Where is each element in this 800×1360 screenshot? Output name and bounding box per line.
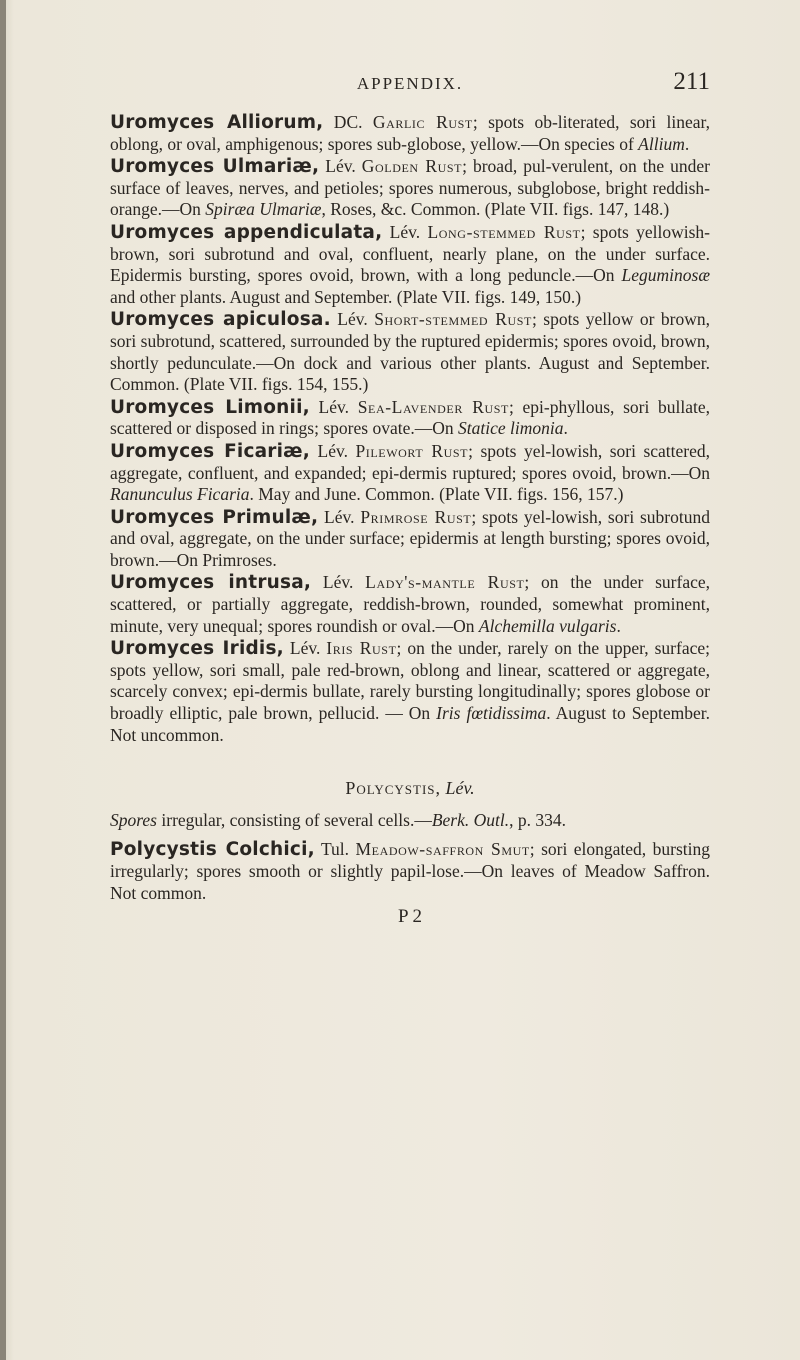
description-text: ; spots yellow or brown, sori subrotund, scattered, surrounded by the ruptured epidermis; spores ovoid, brown, shortly pedunculate.—On dock and various other plants. August and September. Common. (Plate VII. figs. 154, 155.) [110, 309, 710, 395]
species-entry [110, 839, 710, 904]
host-name: Ranunculus Ficaria [110, 484, 250, 505]
host-name: Alchemilla vulgaris [478, 615, 617, 636]
common-name: Iris Rust [326, 638, 397, 659]
signature-mark: P 2 [397, 906, 423, 928]
description-text: ; on the under, rarely on the upper, surface; spots yellow, sori small, pale red-brown, oblong and linear, scattered or aggregate, scarcely convex; epi-dermis bullate, rarely bursting longitudinally; spores globose or broadly elliptic, pale brown, pellucid. — On [110, 638, 710, 724]
species-name: Uromyces Iridis, [110, 638, 284, 660]
running-head: APPENDIX. [356, 74, 464, 93]
species-entry [110, 112, 710, 155]
description-text: ; spots yel-lowish, sori scattered, aggregate, confluent, and expanded; epi-dermis ruptured; spores ovoid, brown.—On [110, 440, 710, 483]
host-name: Leguminosæ [621, 265, 710, 286]
species-authority: Lév. [309, 396, 358, 417]
species-entry [110, 397, 710, 440]
species-name: Uromyces Limonii, [110, 396, 310, 418]
species-name: Uromyces apiculosa. [110, 309, 331, 331]
species-name: Uromyces appendiculata, [110, 221, 383, 243]
description-text: ; spots ob-literated, sori linear, oblong, or oval, amphigenous; spores sub-globose, yellow.—On species of [110, 112, 710, 154]
common-name: Long-stemmed Rust [427, 221, 581, 242]
species-authority: Lév. [318, 506, 361, 527]
description-text: . [684, 133, 690, 154]
species-name: Uromyces Ficariæ, [110, 440, 310, 462]
description-text: , Roses, &c. Common. (Plate VII. figs. 147, 148.) [321, 199, 670, 220]
species-name: Uromyces Primulæ, [110, 506, 319, 528]
species-authority: Lév. [319, 156, 362, 177]
page-body [110, 112, 710, 928]
description-text: ; broad, pul-verulent, on the under surface of leaves, nerves, and petioles; spores numerous, subglobose, bright reddish-orange.—On [110, 156, 711, 220]
species-entry [110, 441, 710, 506]
description-text: ; on the under surface, scattered, or partially aggregate, reddish-brown, rounded, somewhat prominent, minute, very unequal; spores roundish or oval.—On [110, 572, 711, 636]
description-text: ; sori elongated, bursting irregularly; spores smooth or slightly papil-lose.—On leaves of Meadow Saffron. Not common. [110, 839, 710, 903]
host-name: Allium [638, 133, 685, 154]
description-text: . [563, 418, 568, 439]
species-authority: Tul. [314, 839, 356, 860]
species-authority: Lév. [330, 309, 375, 330]
species-name: Uromyces intrusa, [110, 572, 312, 594]
host-name: Iris fœtidissima [436, 703, 547, 724]
host-name: Spiræa Ulmariæ [205, 199, 322, 220]
description-text: . May and June. Common. (Plate VII. figs. 156, 157.) [249, 484, 624, 505]
common-name: Lady's-mantle Rust [365, 572, 525, 593]
species-entry [110, 309, 710, 395]
genus-heading [110, 778, 710, 800]
description-text: . August to September. Not uncommon. [110, 703, 710, 745]
genus-name: Polycystis, [345, 778, 442, 799]
uromyces-entries [110, 112, 710, 746]
genus-note-reference: Berk. Outl. [431, 809, 510, 830]
common-name: Garlic Rust [372, 112, 473, 132]
genus-note-text: irregular, consisting of several cells.— [157, 809, 432, 830]
genus-note [110, 810, 710, 832]
species-name: Uromyces Ulmariæ, [110, 156, 320, 178]
page-header [110, 70, 710, 100]
genus-authority: Lév. [445, 778, 475, 799]
binding-edge [0, 0, 6, 1360]
description-text: ; epi-phyllous, sori bullate, scattered or disposed in rings; spores ovate.—On [110, 396, 710, 439]
species-authority: Lév. [283, 638, 327, 659]
species-authority: Lév. [311, 572, 366, 593]
species-authority: DC. [323, 112, 373, 132]
species-name: Uromyces Alliorum, [110, 112, 324, 133]
common-name: Meadow-saffron Smut [355, 839, 530, 860]
genus-note-term: Spores [110, 809, 157, 830]
description-text: ; spots yel-lowish, sori subrotund and oval, aggregate, on the under surface; epidermis at length bursting; spores ovoid, brown.—On Primroses. [110, 506, 710, 570]
species-entry [110, 156, 710, 221]
species-entry [110, 572, 710, 637]
description-text: and other plants. August and September. (Plate VII. figs. 149, 150.) [110, 286, 582, 307]
polycystis-entries [110, 839, 710, 904]
common-name: Short-stemmed Rust [374, 309, 532, 330]
description-text: ; spots yellowish-brown, sori subrotund and oval, confluent, nearly plane, on the under surface. Epidermis bursting, spores ovoid, brown, with a long peduncle.—On [110, 221, 710, 286]
species-entry [110, 222, 710, 308]
genus-note-page: , p. 334. [509, 809, 566, 830]
species-entry [110, 507, 710, 572]
common-name: Primrose Rust [360, 506, 472, 527]
common-name: Pilewort Rust [355, 440, 469, 461]
species-entry [110, 638, 710, 746]
host-name: Statice limonia [457, 418, 564, 439]
common-name: Golden Rust [361, 156, 463, 177]
species-authority: Lév. [382, 221, 428, 242]
species-name: Polycystis Colchici, [110, 839, 315, 861]
species-authority: Lév. [310, 440, 356, 461]
common-name: Sea-Lavender Rust [357, 396, 509, 417]
description-text: . [616, 615, 621, 636]
page-number: 211 [673, 68, 710, 95]
